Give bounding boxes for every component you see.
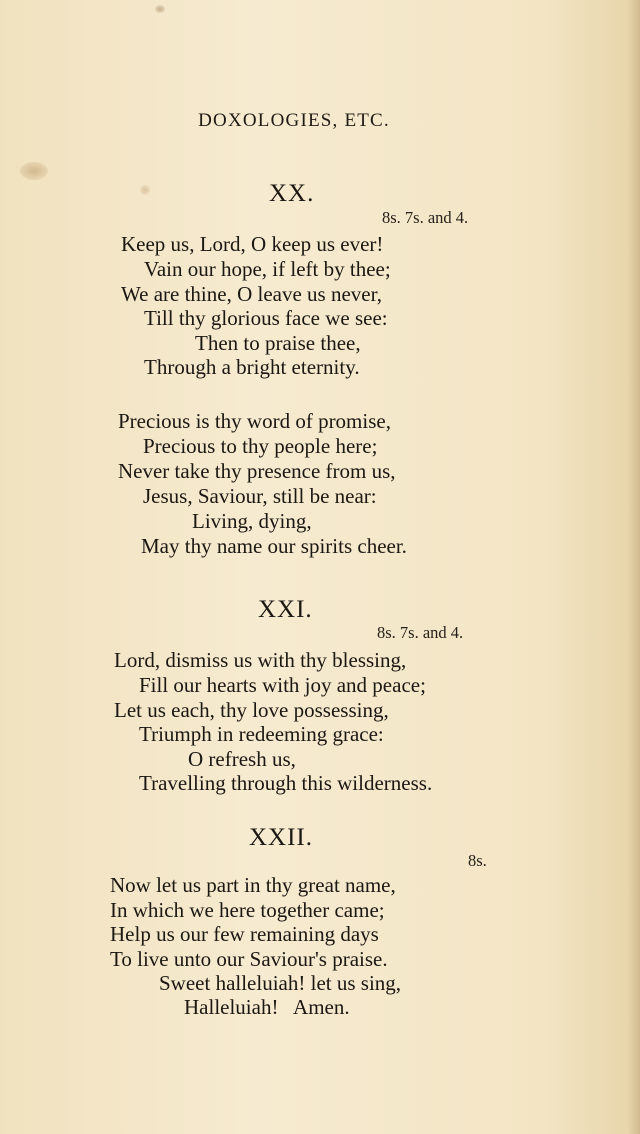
paper-stain bbox=[155, 5, 165, 13]
verse-line: Living, dying, bbox=[192, 509, 312, 533]
paper-stain bbox=[20, 162, 48, 180]
paper-stain bbox=[140, 185, 150, 195]
verse-line: May thy name our spirits cheer. bbox=[141, 534, 407, 558]
verse-line: To live unto our Saviour's praise. bbox=[110, 947, 388, 971]
page-edge-shadow bbox=[628, 0, 640, 1134]
verse-line: Sweet halleluiah! let us sing, bbox=[159, 971, 402, 995]
verse-line: Never take thy presence from us, bbox=[118, 459, 396, 483]
hymn-metre: 8s. 7s. and 4. bbox=[377, 623, 464, 642]
verse-line: Halleluiah! Amen. bbox=[184, 995, 350, 1019]
verse-line: Through a bright eternity. bbox=[144, 355, 360, 379]
verse-line: Lord, dismiss us with thy blessing, bbox=[114, 648, 407, 672]
verse-line: In which we here together came; bbox=[110, 898, 385, 922]
verse-line: Travelling through this wilderness. bbox=[139, 771, 433, 795]
hymn-metre: 8s. 7s. and 4. bbox=[382, 208, 469, 227]
verse-line: Fill our hearts with joy and peace; bbox=[139, 673, 426, 697]
hymn-number: XXII. bbox=[249, 824, 314, 851]
verse-line: Triumph in redeeming grace: bbox=[139, 722, 384, 746]
verse-line: Jesus, Saviour, still be near: bbox=[143, 484, 377, 508]
hymn-number: XXI. bbox=[258, 596, 313, 623]
verse-line: Let us each, thy love possessing, bbox=[114, 698, 389, 722]
verse-line: Precious to thy people here; bbox=[143, 434, 378, 458]
verse-line: Help us our few remaining days bbox=[110, 922, 379, 946]
verse-line: Then to praise thee, bbox=[195, 331, 361, 355]
verse-line: Vain our hope, if left by thee; bbox=[144, 257, 391, 281]
verse-line: Keep us, Lord, O keep us ever! bbox=[121, 232, 384, 256]
hymn-metre: 8s. bbox=[468, 851, 487, 870]
hymn-number: XX. bbox=[269, 180, 315, 207]
verse-line: O refresh us, bbox=[188, 747, 296, 771]
verse-line: Till thy glorious face we see: bbox=[144, 306, 388, 330]
verse-line: Now let us part in thy great name, bbox=[110, 873, 396, 897]
verse-line: Precious is thy word of promise, bbox=[118, 409, 391, 433]
verse-line: We are thine, O leave us never, bbox=[121, 282, 383, 306]
running-head: DOXOLOGIES, ETC. bbox=[198, 110, 390, 131]
